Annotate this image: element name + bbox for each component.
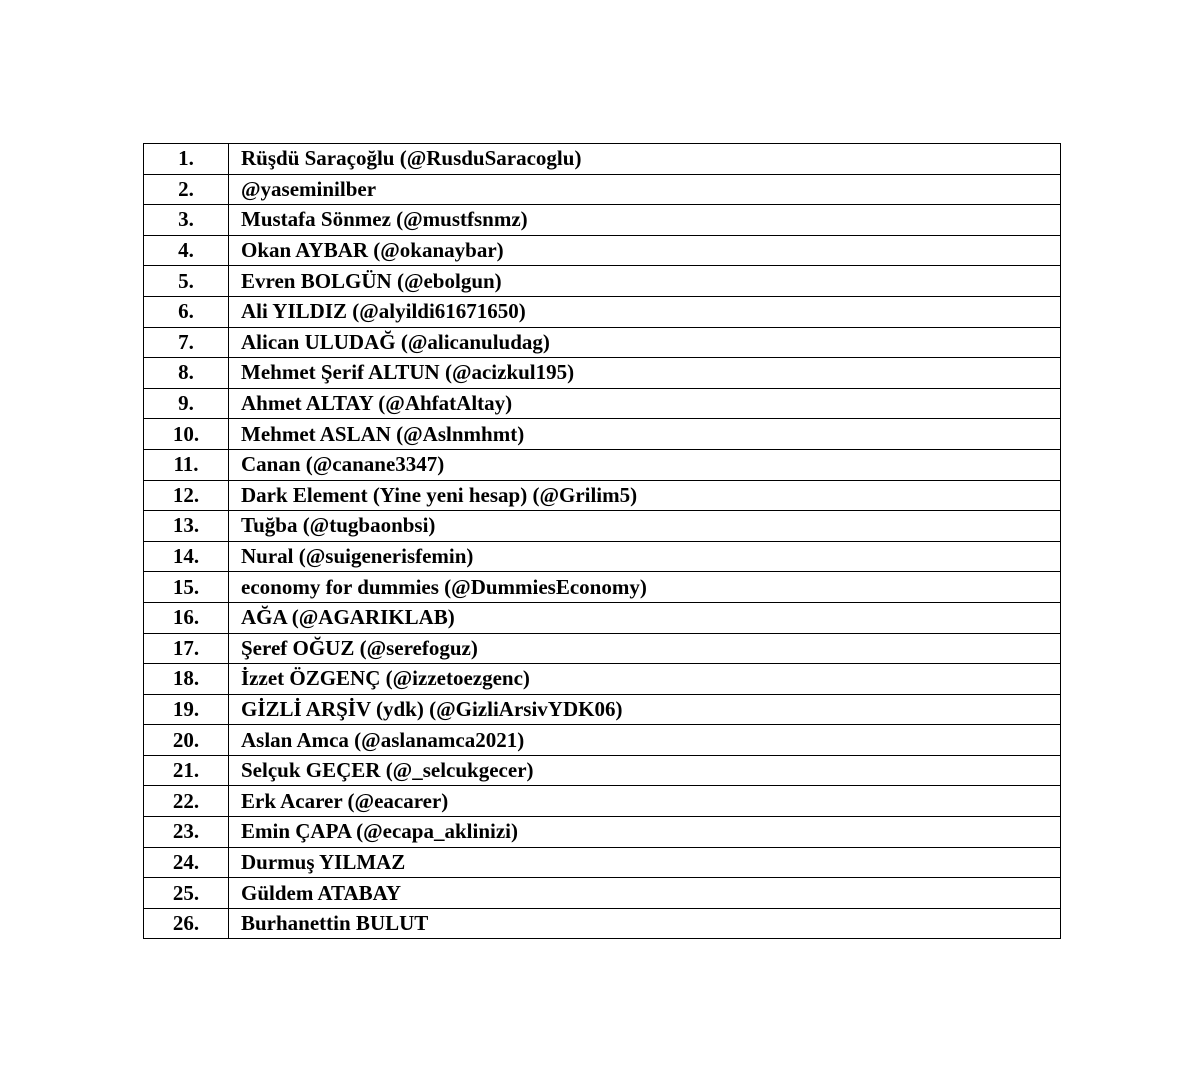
table-row	[144, 144, 1061, 175]
row-number: 17.	[144, 633, 229, 664]
row-number: 12.	[144, 480, 229, 511]
row-number: 22.	[144, 786, 229, 817]
table-row	[144, 541, 1061, 572]
account-name: Aslan Amca (@aslanamca2021)	[229, 725, 1061, 756]
account-name: Güldem ATABAY	[229, 878, 1061, 909]
table-row	[144, 296, 1061, 327]
table-row	[144, 694, 1061, 725]
row-number: 2.	[144, 174, 229, 205]
table-row	[144, 205, 1061, 236]
row-number: 8.	[144, 358, 229, 389]
account-name: Ahmet ALTAY (@AhfatAltay)	[229, 388, 1061, 419]
account-name: Canan (@canane3347)	[229, 449, 1061, 480]
row-number: 19.	[144, 694, 229, 725]
table-row	[144, 266, 1061, 297]
row-number: 24.	[144, 847, 229, 878]
row-number: 5.	[144, 266, 229, 297]
table-row	[144, 358, 1061, 389]
table-row	[144, 449, 1061, 480]
row-number: 4.	[144, 235, 229, 266]
table-row	[144, 725, 1061, 756]
row-number: 10.	[144, 419, 229, 450]
row-number: 15.	[144, 572, 229, 603]
row-number: 20.	[144, 725, 229, 756]
account-list-body	[144, 144, 1061, 939]
table-row	[144, 786, 1061, 817]
table-row	[144, 388, 1061, 419]
account-name: Erk Acarer (@eacarer)	[229, 786, 1061, 817]
table-row	[144, 602, 1061, 633]
account-name: Evren BOLGÜN (@ebolgun)	[229, 266, 1061, 297]
table-row	[144, 511, 1061, 542]
account-name: AĞA (@AGARIKLAB)	[229, 602, 1061, 633]
table-row	[144, 480, 1061, 511]
row-number: 26.	[144, 908, 229, 939]
table-row	[144, 174, 1061, 205]
table-row	[144, 235, 1061, 266]
account-name: Burhanettin BULUT	[229, 908, 1061, 939]
row-number: 1.	[144, 144, 229, 175]
account-name: Şeref OĞUZ (@serefoguz)	[229, 633, 1061, 664]
account-name: İzzet ÖZGENÇ (@izzetoezgenc)	[229, 664, 1061, 695]
row-number: 13.	[144, 511, 229, 542]
row-number: 14.	[144, 541, 229, 572]
table-row	[144, 664, 1061, 695]
row-number: 6.	[144, 296, 229, 327]
account-list-table	[143, 143, 1061, 939]
account-name: @yaseminilber	[229, 174, 1061, 205]
row-number: 11.	[144, 449, 229, 480]
table-row	[144, 908, 1061, 939]
account-name: Selçuk GEÇER (@_selcukgecer)	[229, 755, 1061, 786]
table-row	[144, 817, 1061, 848]
row-number: 23.	[144, 817, 229, 848]
table-row	[144, 878, 1061, 909]
account-name: Ali YILDIZ (@alyildi61671650)	[229, 296, 1061, 327]
table-row	[144, 327, 1061, 358]
row-number: 21.	[144, 755, 229, 786]
row-number: 16.	[144, 602, 229, 633]
account-name: Mustafa Sönmez (@mustfsnmz)	[229, 205, 1061, 236]
account-name: Mehmet Şerif ALTUN (@acizkul195)	[229, 358, 1061, 389]
account-name: Dark Element (Yine yeni hesap) (@Grilim5)	[229, 480, 1061, 511]
row-number: 25.	[144, 878, 229, 909]
account-name: Emin ÇAPA (@ecapa_aklinizi)	[229, 817, 1061, 848]
account-name: Okan AYBAR (@okanaybar)	[229, 235, 1061, 266]
account-name: Tuğba (@tugbaonbsi)	[229, 511, 1061, 542]
table-row	[144, 755, 1061, 786]
table-row	[144, 419, 1061, 450]
account-name: Mehmet ASLAN (@Aslnmhmt)	[229, 419, 1061, 450]
account-name: GİZLİ ARŞİV (ydk) (@GizliArsivYDK06)	[229, 694, 1061, 725]
account-name: Alican ULUDAĞ (@alicanuludag)	[229, 327, 1061, 358]
table-row	[144, 572, 1061, 603]
account-name: Nural (@suigenerisfemin)	[229, 541, 1061, 572]
account-name: Rüşdü Saraçoğlu (@RusduSaracoglu)	[229, 144, 1061, 175]
account-name: Durmuş YILMAZ	[229, 847, 1061, 878]
table-row	[144, 633, 1061, 664]
row-number: 18.	[144, 664, 229, 695]
row-number: 7.	[144, 327, 229, 358]
row-number: 9.	[144, 388, 229, 419]
row-number: 3.	[144, 205, 229, 236]
account-name: economy for dummies (@DummiesEconomy)	[229, 572, 1061, 603]
table-row	[144, 847, 1061, 878]
